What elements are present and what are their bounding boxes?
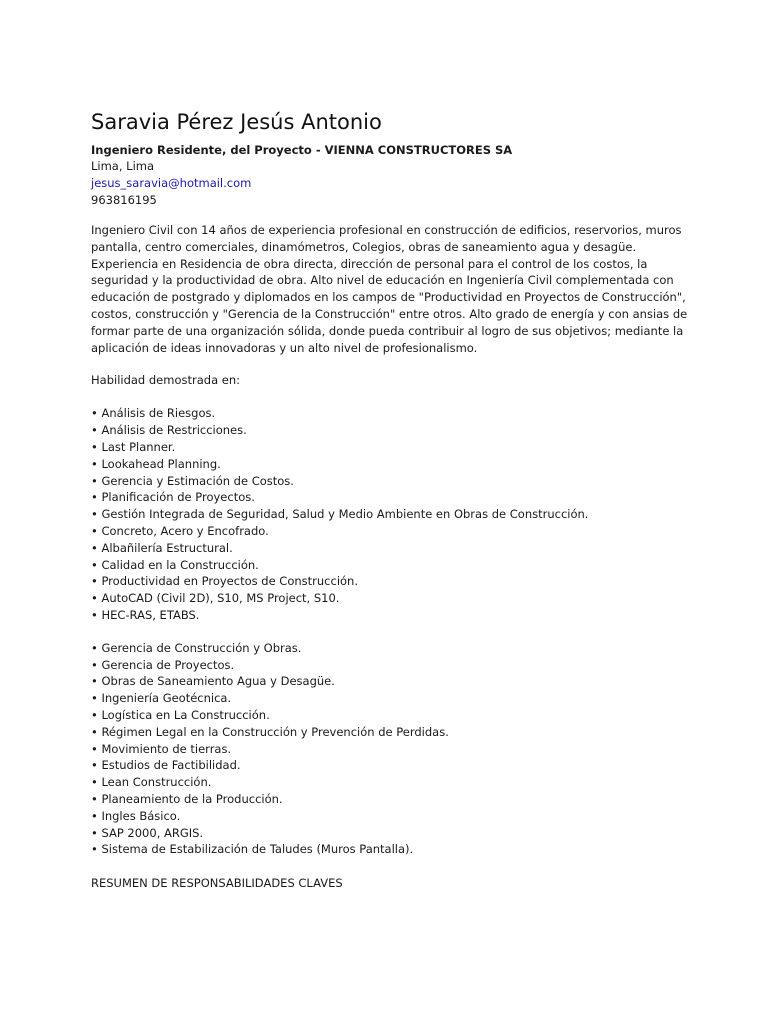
responsibilities-heading: RESUMEN DE RESPONSABILIDADES CLAVES [91, 876, 343, 891]
skill-item: • Estudios de Factibilidad. [91, 757, 708, 774]
location: Lima, Lima [91, 159, 155, 173]
skill-item: • Lookahead Planning. [91, 456, 708, 473]
skill-item: • Lean Construcción. [91, 774, 708, 791]
candidate-name: Saravia Pérez Jesús Antonio [91, 110, 382, 134]
skill-item: • HEC-RAS, ETABS. [91, 607, 708, 624]
skill-item: • Concreto, Acero y Encofrado. [91, 523, 708, 540]
skill-item: • SAP 2000, ARGIS. [91, 825, 708, 842]
skill-item: • Planificación de Proyectos. [91, 489, 708, 506]
skill-item: • Movimiento de tierras. [91, 741, 708, 758]
email-link[interactable]: jesus_saravia@hotmail.com [91, 176, 252, 190]
skill-item: • Albañilería Estructural. [91, 540, 708, 557]
skill-item: • Obras de Saneamiento Agua y Desagüe. [91, 673, 708, 690]
skill-item: • Gerencia y Estimación de Costos. [91, 473, 708, 490]
skill-item: • Análisis de Restricciones. [91, 422, 708, 439]
skill-item: • Gestión Integrada de Seguridad, Salud y Medio Ambiente en Obras de Construcción. [91, 506, 708, 523]
skill-item: • Planeamiento de la Producción. [91, 791, 708, 808]
skill-item: • Calidad en la Construcción. [91, 557, 708, 574]
skill-item: • Gerencia de Proyectos. [91, 657, 708, 674]
skill-item: • Ingeniería Geotécnica. [91, 690, 708, 707]
skills-list-primary [91, 405, 708, 623]
skill-item: • Sistema de Estabilización de Taludes (Muros Pantalla). [91, 841, 708, 858]
skills-list-secondary [91, 640, 708, 858]
skill-item: • Régimen Legal en la Construcción y Prevención de Perdidas. [91, 724, 708, 741]
skills-heading: Habilidad demostrada en: [91, 373, 241, 388]
skill-item: • Logística en La Construcción. [91, 707, 708, 724]
skill-item: • Gerencia de Construcción y Obras. [91, 640, 708, 657]
skill-item: • Ingles Básico. [91, 808, 708, 825]
email-row [91, 175, 708, 192]
professional-summary: Ingeniero Civil con 14 años de experiencia profesional en construcción de edificios, reservorios, muros pantalla, centro comerciales, dinamómetros, Colegios, obras de saneamiento agua y desagüe. Experiencia en Residencia de obra directa, dirección de personal para el control de los costos, la seguridad y la productividad de obra. Alto nivel de educación en Ingeniería Civil complementada con educación de postgrado y diplomados en los campos de "Productividad en Proyectos de Construcción", costos, construcción y "Gerencia de la Construcción" entre otros. Alto grado de energía y con ansias de formar parte de una organización sólida, donde pueda contribuir al logro de sus objetivos; mediante la aplicación de ideas innovadoras y un alto nivel de profesionalismo. [91, 223, 688, 355]
skill-item: • AutoCAD (Civil 2D), S10, MS Project, S10. [91, 590, 708, 607]
skill-item: • Last Planner. [91, 439, 708, 456]
job-headline: Ingeniero Residente, del Proyecto - VIENNA CONSTRUCTORES SA [91, 143, 513, 157]
phone-number: 963816195 [91, 193, 157, 207]
skill-item: • Análisis de Riesgos. [91, 405, 708, 422]
skill-item: • Productividad en Proyectos de Construcción. [91, 573, 708, 590]
